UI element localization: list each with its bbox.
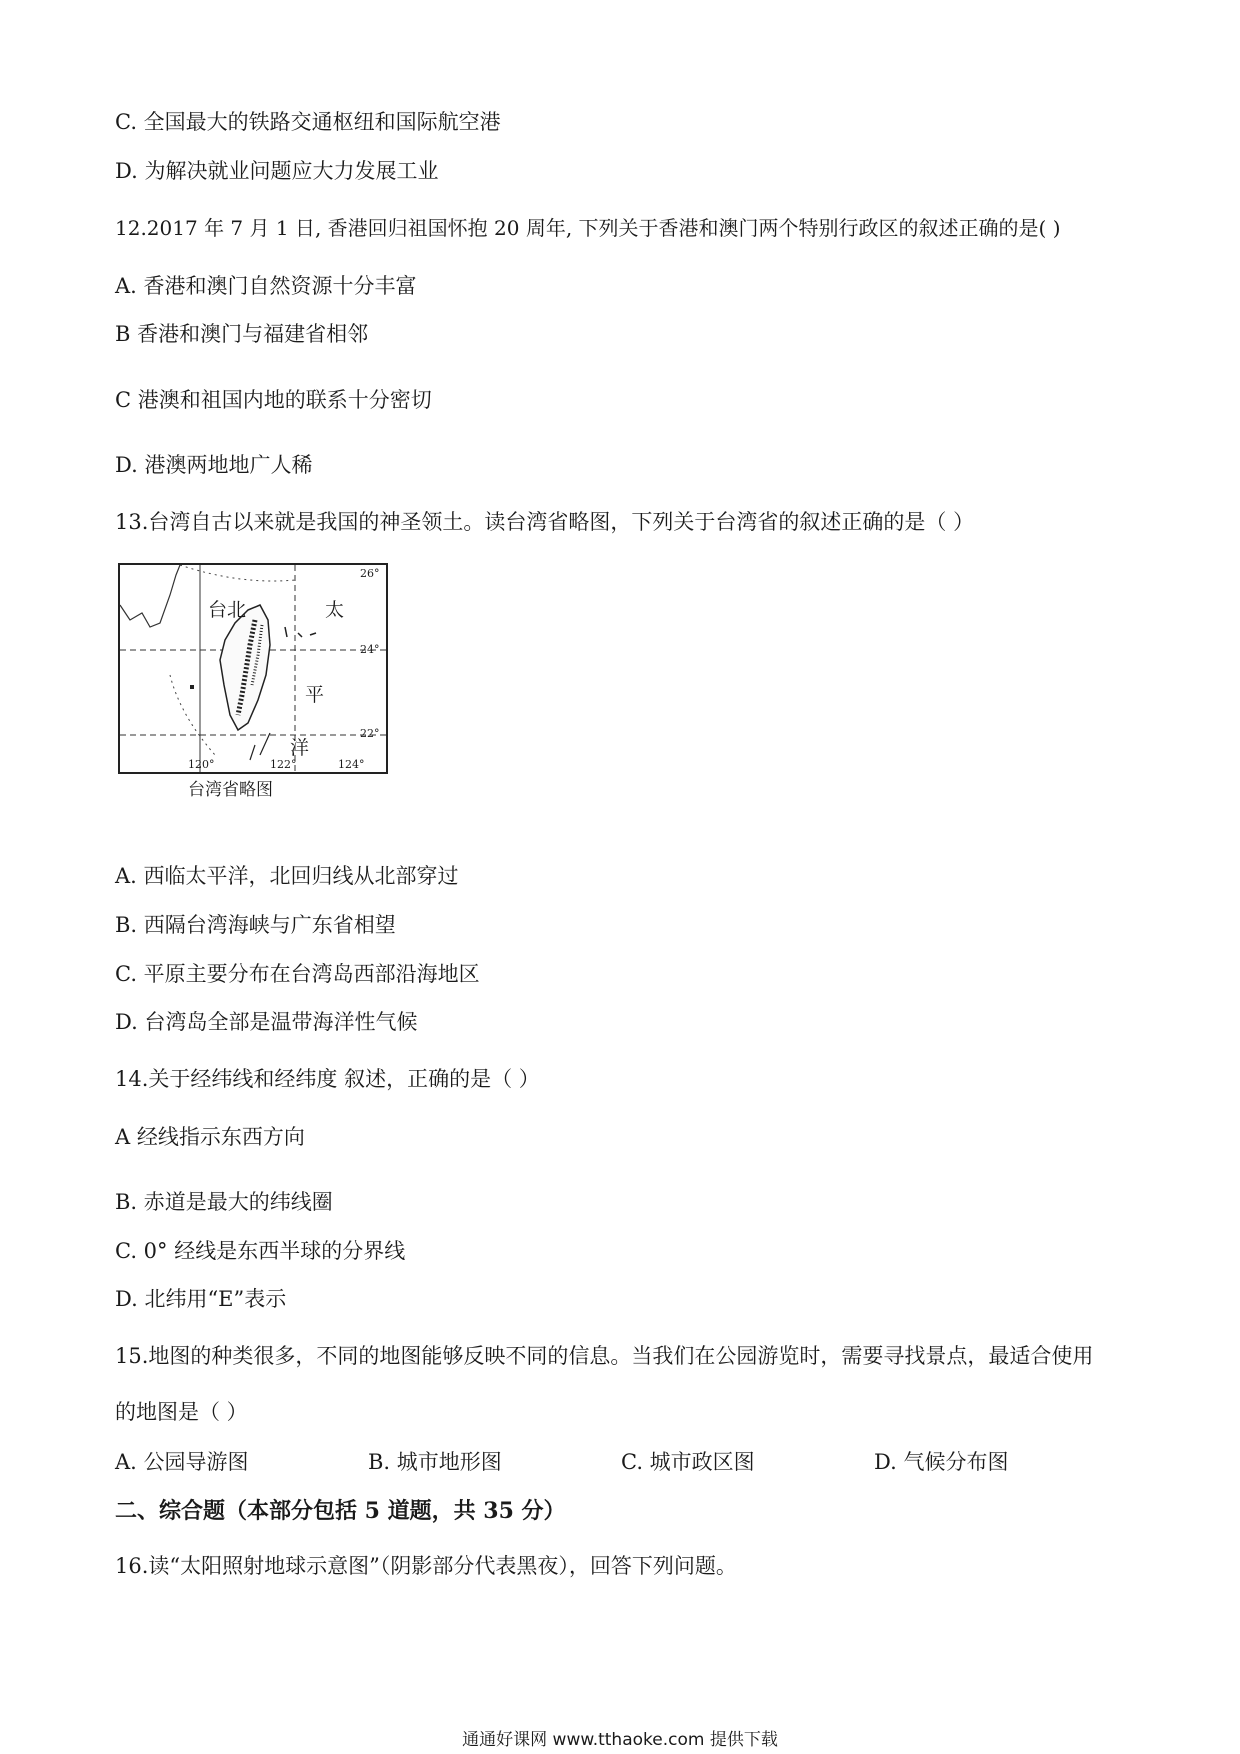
ocean-label-yang: 洋: [290, 737, 310, 759]
q15-option-d: D. 气候分布图: [874, 1450, 1009, 1474]
island-mark: [298, 633, 302, 637]
island-mark: [285, 627, 287, 637]
q13-option-c: C. 平原主要分布在台湾岛西部沿海地区: [115, 962, 480, 986]
lat-label-22: 22°: [360, 727, 380, 740]
q14-option-d: D. 北纬用“E”表示: [115, 1287, 287, 1311]
island-mark: [310, 633, 316, 635]
q13-option-d: D. 台湾岛全部是温带海洋性气候: [115, 1010, 418, 1034]
lat-label-24: 24°: [360, 643, 380, 656]
q16-stem: 16.读“太阳照射地球示意图”（阴影部分代表黑夜），回答下列问题。: [115, 1554, 737, 1578]
q13-stem: 13.台湾自古以来就是我国的神圣领土。读台湾省略图，下列关于台湾省的叙述正确的是（ ）: [115, 510, 975, 534]
island-mark: [250, 745, 255, 760]
ocean-label-tai: 太: [325, 599, 345, 621]
q15-option-c: C. 城市政区图: [621, 1450, 755, 1474]
island-mark: [260, 733, 270, 755]
q15-option-b: B. 城市地形图: [368, 1450, 502, 1474]
q14-stem: 14.关于经纬线和经纬度 叙述，正确的是（ ）: [115, 1067, 540, 1091]
q15-stem-line1: 15.地图的种类很多，不同的地图能够反映不同的信息。当我们在公园游览时，需要寻找景点，最适合使用: [115, 1344, 1094, 1368]
q12-option-c: C 港澳和祖国内地的联系十分密切: [115, 388, 432, 412]
q14-option-b: B. 赤道是最大的纬线圈: [115, 1190, 333, 1214]
taiwan-map-figure: [118, 563, 388, 801]
q14-option-c: C. 0° 经线是东西半球的分界线: [115, 1239, 406, 1263]
footer-watermark: 通通好课网 www.tthaoke.com 提供下载: [462, 1730, 778, 1750]
taiwan-map-drawing: [120, 565, 386, 772]
q15-stem-line2: 的地图是（ ）: [115, 1400, 248, 1424]
q12-stem: 12.2017 年 7 月 1 日, 香港回归祖国怀抱 20 周年, 下列关于香港和澳门两个特别行政区的叙述正确的是( ): [115, 216, 1061, 240]
mainland-coast: [120, 565, 180, 627]
taipei-label: 台北: [208, 599, 247, 621]
q15-option-a: A. 公园导游图: [115, 1450, 249, 1474]
q15-options: [115, 1446, 1115, 1476]
lon-label-124: 124°: [338, 758, 365, 771]
boundary-north: [180, 565, 295, 581]
q12-option-d: D. 港澳两地地广人稀: [115, 453, 313, 477]
penghu-islands: [190, 685, 194, 689]
ocean-label-ping: 平: [305, 684, 325, 706]
q14-option-a: A 经线指示东西方向: [115, 1125, 305, 1149]
lat-label-26: 26°: [360, 567, 380, 580]
section-2-title: 二、综合题（本部分包括 5 道题，共 35 分）: [115, 1498, 566, 1524]
taiwan-map: [118, 563, 388, 774]
q12-option-b: B 香港和澳门与福建省相邻: [115, 322, 369, 346]
map-caption: 台湾省略图: [188, 780, 273, 800]
q13-option-b: B. 西隔台湾海峡与广东省相望: [115, 913, 396, 937]
q12-option-a: A. 香港和澳门自然资源十分丰富: [115, 274, 417, 298]
lon-label-122: 122°: [270, 758, 297, 771]
q13-option-a: A. 西临太平洋，北回归线从北部穿过: [115, 864, 459, 888]
q11-option-d: D. 为解决就业问题应大力发展工业: [115, 159, 439, 183]
q11-option-c: C. 全国最大的铁路交通枢纽和国际航空港: [115, 110, 501, 134]
lon-label-120: 120°: [188, 758, 215, 771]
